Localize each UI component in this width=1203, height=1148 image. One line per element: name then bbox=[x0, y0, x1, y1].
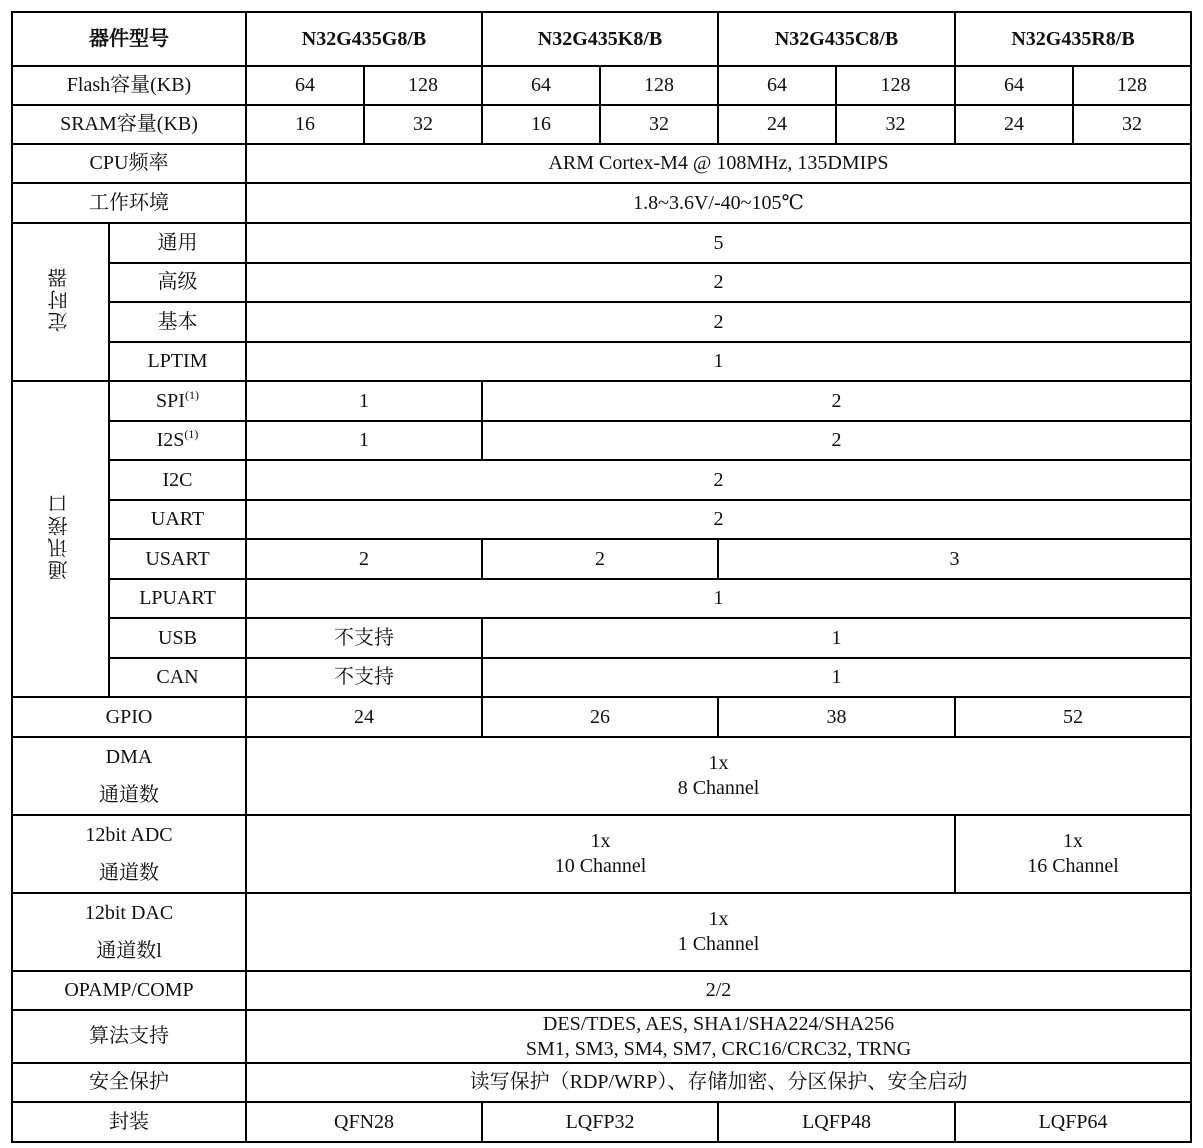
opamp-label: OPAMP/COMP bbox=[12, 971, 246, 1010]
flash-value: 128 bbox=[600, 66, 718, 105]
sram-value: 16 bbox=[482, 105, 600, 144]
gpio-value: 52 bbox=[955, 697, 1191, 737]
usart-row bbox=[12, 539, 1191, 579]
sram-value: 32 bbox=[836, 105, 955, 144]
flash-label: Flash容量(KB) bbox=[12, 66, 246, 105]
timer-value: 5 bbox=[246, 223, 1191, 263]
uart-label: UART bbox=[109, 500, 246, 539]
package-value: LQFP32 bbox=[482, 1102, 718, 1142]
adc-value-cell bbox=[246, 815, 955, 893]
spi-label-cell bbox=[109, 381, 246, 421]
dma-value: 1x bbox=[708, 752, 729, 774]
timer-group-label: 定时器 bbox=[49, 265, 71, 332]
security-label: 安全保护 bbox=[12, 1063, 246, 1102]
adc-value: 1x bbox=[590, 830, 611, 852]
timer-value: 1 bbox=[246, 342, 1191, 381]
security-value: 读写保护（RDP/WRP）、存储加密、分区保护、安全启动 bbox=[246, 1063, 1191, 1102]
spi-note: (1) bbox=[184, 387, 199, 402]
can-row bbox=[12, 658, 1191, 697]
sram-row bbox=[12, 105, 1191, 144]
i2c-value: 2 bbox=[246, 460, 1191, 500]
sram-value: 24 bbox=[955, 105, 1073, 144]
timer-label: 高级 bbox=[109, 263, 246, 302]
timer-row bbox=[12, 263, 1191, 302]
package-label: 封装 bbox=[12, 1102, 246, 1142]
cpu-label: CPU频率 bbox=[12, 144, 246, 183]
lpuart-row bbox=[12, 579, 1191, 618]
usb-label: USB bbox=[109, 618, 246, 658]
dac-label-sub: 通道数l bbox=[96, 940, 162, 962]
flash-value: 64 bbox=[718, 66, 836, 105]
i2s-label: I2S bbox=[156, 429, 185, 451]
package-value: LQFP48 bbox=[718, 1102, 955, 1142]
i2c-row bbox=[12, 460, 1191, 500]
security-row bbox=[12, 1063, 1191, 1102]
model-r8: N32G435R8/B bbox=[955, 12, 1191, 66]
flash-value: 64 bbox=[482, 66, 600, 105]
i2s-value: 1 bbox=[246, 421, 482, 460]
timer-label: LPTIM bbox=[109, 342, 246, 381]
flash-value: 128 bbox=[836, 66, 955, 105]
opamp-row bbox=[12, 971, 1191, 1010]
adc-label-sub: 通道数 bbox=[99, 862, 159, 884]
adc-value-cell bbox=[955, 815, 1191, 893]
env-value: 1.8~3.6V/-40~105℃ bbox=[246, 183, 1191, 223]
usart-label: USART bbox=[109, 539, 246, 579]
adc-value: 1x bbox=[1063, 830, 1084, 852]
cpu-row bbox=[12, 144, 1191, 183]
spec-table-wrapper bbox=[11, 11, 1192, 1143]
usb-value: 不支持 bbox=[246, 618, 482, 658]
dac-label: 12bit DAC bbox=[84, 902, 174, 924]
package-row bbox=[12, 1102, 1191, 1142]
gpio-value: 24 bbox=[246, 697, 482, 737]
lpuart-label: LPUART bbox=[109, 579, 246, 618]
uart-row bbox=[12, 500, 1191, 539]
usart-value: 2 bbox=[482, 539, 718, 579]
dma-value-sub: 8 Channel bbox=[677, 777, 760, 799]
flash-value: 128 bbox=[1073, 66, 1191, 105]
dma-row bbox=[12, 737, 1191, 815]
i2c-label: I2C bbox=[109, 460, 246, 500]
algo-value-sub: SM1, SM3, SM4, SM7, CRC16/CRC32, TRNG bbox=[525, 1037, 912, 1060]
spi-label: SPI bbox=[156, 389, 185, 412]
dma-value-cell bbox=[246, 737, 1191, 815]
gpio-row bbox=[12, 697, 1191, 737]
timer-row bbox=[12, 223, 1191, 263]
can-value: 不支持 bbox=[246, 658, 482, 697]
algo-label: 算法支持 bbox=[12, 1010, 246, 1063]
i2s-value: 2 bbox=[482, 421, 1191, 460]
can-label: CAN bbox=[109, 658, 246, 697]
dac-value-cell bbox=[246, 893, 1191, 971]
timer-label: 基本 bbox=[109, 302, 246, 342]
usart-value: 2 bbox=[246, 539, 482, 579]
dma-label-sub: 通道数 bbox=[99, 784, 159, 806]
sram-value: 24 bbox=[718, 105, 836, 144]
spi-value: 2 bbox=[482, 381, 1191, 421]
adc-row bbox=[12, 815, 1191, 893]
dac-value-sub: 1 Channel bbox=[677, 933, 760, 955]
uart-value: 2 bbox=[246, 500, 1191, 539]
usb-row bbox=[12, 618, 1191, 658]
sram-value: 32 bbox=[1073, 105, 1191, 144]
sram-label: SRAM容量(KB) bbox=[12, 105, 246, 144]
usb-value: 1 bbox=[482, 618, 1191, 658]
usart-value: 3 bbox=[718, 539, 1191, 579]
timer-row bbox=[12, 302, 1191, 342]
adc-value-sub: 16 Channel bbox=[1027, 855, 1119, 877]
spec-table bbox=[11, 11, 1192, 1143]
timer-label: 通用 bbox=[109, 223, 246, 263]
spi-row bbox=[12, 381, 1191, 421]
env-label: 工作环境 bbox=[12, 183, 246, 223]
package-value: QFN28 bbox=[246, 1102, 482, 1142]
i2s-label-cell bbox=[109, 421, 246, 460]
timer-group-cell bbox=[12, 223, 109, 381]
flash-row bbox=[12, 66, 1191, 105]
algo-value-cell bbox=[246, 1010, 1191, 1063]
algo-row bbox=[12, 1010, 1191, 1063]
comm-group-label: 通讯接口 bbox=[49, 491, 71, 580]
env-row bbox=[12, 183, 1191, 223]
flash-value: 128 bbox=[364, 66, 482, 105]
can-value: 1 bbox=[482, 658, 1191, 697]
cpu-value: ARM Cortex-M4 @ 108MHz, 135DMIPS bbox=[246, 144, 1191, 183]
header-row bbox=[12, 12, 1191, 66]
dac-label-cell bbox=[12, 893, 246, 971]
flash-value: 64 bbox=[955, 66, 1073, 105]
i2s-note: (1) bbox=[184, 427, 199, 441]
spi-value: 1 bbox=[246, 381, 482, 421]
comm-group-cell bbox=[12, 381, 109, 697]
dac-value: 1x bbox=[708, 908, 729, 930]
adc-label-cell bbox=[12, 815, 246, 893]
dac-row bbox=[12, 893, 1191, 971]
model-c8: N32G435C8/B bbox=[718, 12, 955, 66]
sram-value: 32 bbox=[600, 105, 718, 144]
gpio-label: GPIO bbox=[12, 697, 246, 737]
adc-value-sub: 10 Channel bbox=[554, 855, 647, 877]
package-value: LQFP64 bbox=[955, 1102, 1191, 1142]
timer-value: 2 bbox=[246, 263, 1191, 302]
model-k8: N32G435K8/B bbox=[482, 12, 718, 66]
model-g8: N32G435G8/B bbox=[246, 12, 482, 66]
gpio-value: 38 bbox=[718, 697, 955, 737]
gpio-value: 26 bbox=[482, 697, 718, 737]
sram-value: 32 bbox=[364, 105, 482, 144]
flash-value: 64 bbox=[246, 66, 364, 105]
algo-value: DES/TDES, AES, SHA1/SHA224/SHA256 bbox=[542, 1012, 895, 1035]
sram-value: 16 bbox=[246, 105, 364, 144]
timer-row bbox=[12, 342, 1191, 381]
timer-value: 2 bbox=[246, 302, 1191, 342]
lpuart-value: 1 bbox=[246, 579, 1191, 618]
dma-label: DMA bbox=[105, 746, 153, 768]
i2s-row bbox=[12, 421, 1191, 460]
adc-label: 12bit ADC bbox=[85, 824, 173, 846]
dma-label-cell bbox=[12, 737, 246, 815]
opamp-value: 2/2 bbox=[246, 971, 1191, 1010]
header-label: 器件型号 bbox=[12, 12, 246, 66]
